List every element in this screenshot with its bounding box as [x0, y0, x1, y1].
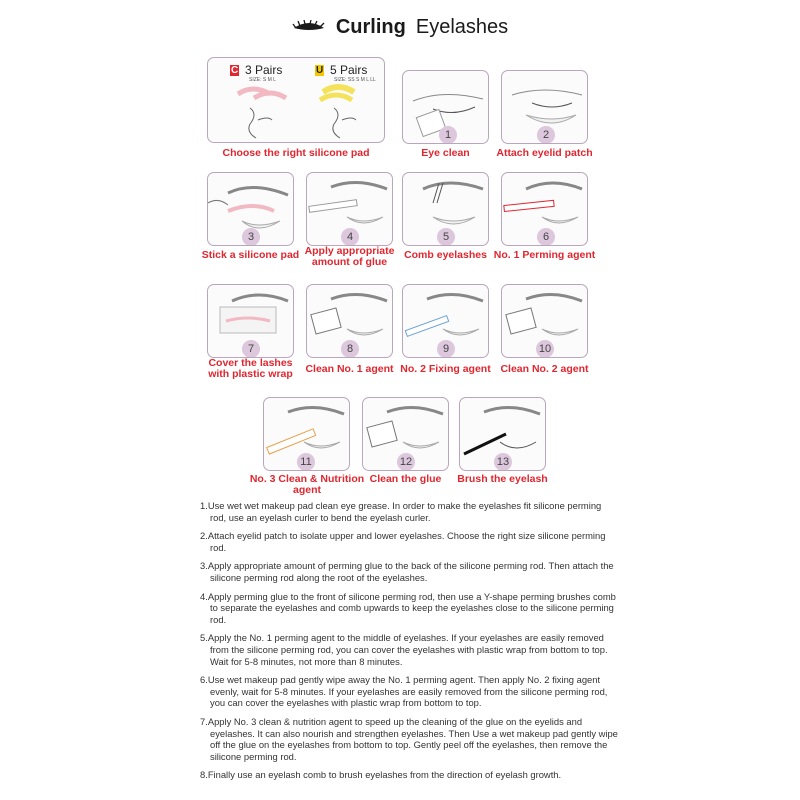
page-title	[0, 16, 800, 48]
step-12-panel	[362, 397, 449, 471]
step-1-panel	[402, 70, 489, 144]
step-6-panel	[501, 172, 588, 246]
step-9-badge: 9	[437, 340, 455, 358]
step-4-caption: Apply appropriate amount of glue	[304, 245, 395, 268]
step-11-panel	[263, 397, 350, 471]
c-shape-letter: C	[231, 65, 239, 76]
instruction-4: 4.Apply perming glue to the front of silicone perming rod, then use a Y-shape perming brushes comb to separate the eyelashes and comb upwards to keep the eyelashes close to the silicone perming rod.	[200, 590, 616, 625]
step-9-panel	[402, 284, 489, 358]
step-2-badge: 2	[537, 126, 555, 144]
step-7-badge: 7	[242, 340, 260, 358]
step-1-caption: Eye clean	[421, 147, 470, 159]
step-7-caption: Cover the lashes with plastic wrap	[208, 357, 293, 380]
instruction-3: 3.Apply appropriate amount of perming glue to the back of the silicone perming rod. Then attach the silicone perming rod along the root of the eyelashes.	[200, 560, 614, 583]
step-5-badge: 5	[437, 228, 455, 246]
step-6-caption: No. 1 Perming agent	[493, 249, 596, 261]
u-shape-sizes: SIZE: SS S M L LL	[334, 77, 376, 83]
instruction-7: 7.Apply No. 3 clean & nutrition agent to speed up the cleaning of the glue on the eyelids and eyelashes. It can also nourish and strengthen eyelashes. Then Use a wet makeup pad gently wipe off the glue on the eyelashes from bottom to top. Gently peel off the eyelashes, then remove the silicone perming rod.	[200, 715, 618, 762]
step-8-caption: Clean No. 1 agent	[305, 363, 394, 375]
step-11-badge: 11	[297, 453, 315, 471]
step-10-badge: 10	[536, 340, 554, 358]
step-5-caption: Comb eyelashes	[404, 249, 487, 261]
c-shape-sizes: SIZE: S M L	[249, 77, 276, 83]
step-3-badge: 3	[242, 228, 260, 246]
step-12-badge: 12	[397, 453, 415, 471]
instruction-8: 8.Finally use an eyelash comb to brush eyelashes from the direction of eyelash growth.	[200, 769, 562, 781]
u-shape-label: 5 Pairs	[330, 63, 368, 77]
instruction-1: 1.Use wet wet makeup pad clean eye grease. In order to make the eyelashes fit silicone perming rod, use an eyelash curler to bend the eyelash curler.	[200, 500, 602, 523]
step-10-caption: Clean No. 2 agent	[500, 363, 589, 375]
step-3-panel	[207, 172, 294, 246]
selector-caption: Choose the right silicone pad	[222, 147, 370, 159]
step-13-badge: 13	[494, 453, 512, 471]
instruction-5: 5.Apply the No. 1 perming agent to the middle of eyelashes. If your eyelashes are easily removed from the silicone perming rod, you can cover the eyelashes with plastic wrap from bottom to top. Wait for 5-8 minutes, not more than 8 minutes.	[200, 632, 608, 667]
step-13-panel	[459, 397, 546, 471]
step-2-panel	[501, 70, 588, 144]
u-shape-letter: U	[316, 65, 324, 76]
step-7-panel	[207, 284, 294, 358]
title-bold-text: Curling	[335, 16, 406, 38]
step-5-panel	[402, 172, 489, 246]
instruction-2: 2.Attach eyelid patch to isolate upper and lower eyelashes. Choose the right size silicone perming rod.	[200, 530, 606, 553]
step-8-badge: 8	[341, 340, 359, 358]
eyelash-logo-icon	[292, 20, 326, 36]
step-1-badge: 1	[439, 126, 457, 144]
silicone-pad-selector-panel	[207, 57, 385, 143]
step-9-caption: No. 2 Fixing agent	[400, 363, 491, 375]
step-3-caption: Stick a silicone pad	[201, 249, 300, 261]
step-2-caption: Attach eyelid patch	[496, 147, 593, 159]
c-shape-label: 3 Pairs	[245, 63, 283, 77]
instruction-6: 6.Use wet makeup pad gently wipe away the No. 1 perming agent. Then apply No. 2 fixing agent evenly, wait for 5-8 minutes. If your eyelashes are easily removed from the silicone perming rod, you can cover the eyelashes with plastic wrap from bottom to top.	[200, 674, 608, 709]
step-4-panel	[306, 172, 393, 246]
step-10-panel	[501, 284, 588, 358]
step-12-caption: Clean the glue	[369, 473, 442, 485]
title-light-text: Eyelashes	[415, 16, 509, 38]
step-4-badge: 4	[341, 228, 359, 246]
step-8-panel	[306, 284, 393, 358]
step-13-caption: Brush the eyelash	[457, 473, 548, 485]
step-11-caption: No. 3 Clean & Nutrition agent	[249, 473, 365, 496]
instructions-list	[200, 500, 620, 788]
step-6-badge: 6	[537, 228, 555, 246]
